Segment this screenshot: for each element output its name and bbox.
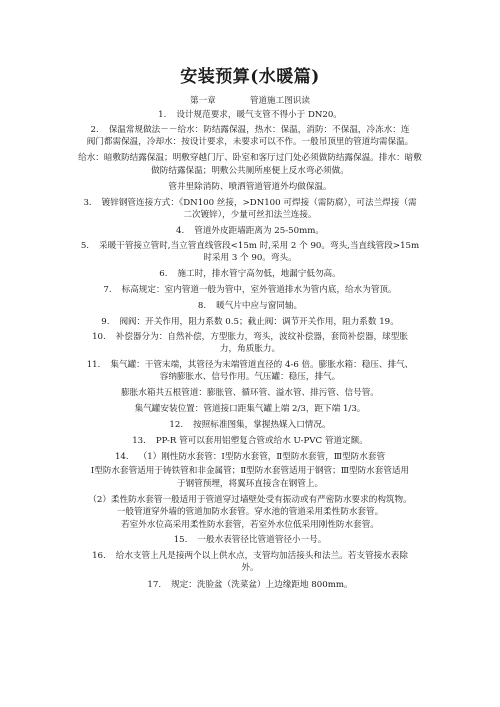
line-text: 镀锌钢管连接方式：《DN100 丝接，>DN100 可焊接（需防腐），可法兰焊接（需: [101, 198, 417, 208]
line-text: 外。: [241, 563, 259, 573]
line-text: 若室外水位高采用柔性防水套管，若室外水位低采用刚性防水套管。: [121, 520, 379, 530]
text-line: [0, 317, 500, 328]
chapter-heading: [0, 96, 500, 107]
text-line: [0, 137, 500, 148]
text-line: [0, 436, 500, 447]
item-number: 1.: [158, 110, 167, 120]
line-text: 集气罐：干管末端，其管径为末端管道直径的 4-6 倍。膨胀水箱：稳压、排气、: [110, 360, 414, 370]
line-text: 给水：暗敷防结露保温；明敷穿越门厅、卧室和客厅过门处必须做防结露保温。排水：暗敷: [78, 153, 422, 163]
text-line: [0, 388, 500, 399]
item-number: 16.: [92, 551, 106, 561]
text-line: [0, 166, 500, 177]
text-line: [0, 226, 500, 237]
text-line: [0, 372, 500, 383]
item-number: 3.: [83, 198, 92, 208]
line-text: 一般管道穿外墙的管道加防水套管。穿水池的管道采用柔性防水套管。: [116, 507, 384, 517]
line-text: （1）刚性防水套管：Ⅰ型防水套管，Ⅱ型防水套管，Ⅲ型防水套管: [138, 452, 386, 462]
text-line: [0, 420, 500, 431]
line-text: 集气罐安装位置：管道接口距集气罐上端 2/3，距下端 1/3。: [134, 404, 366, 414]
line-text: 暖气片中应与窗同轴。: [216, 301, 303, 311]
line-text: 保温常规做法－－给水：防结露保温，热水：保温，消防：不保温，冷冻水：连: [108, 125, 410, 135]
line-text: 采暖干管接立管时,当立管直线管段<15m 时,采用 2 个 90。弯头,当直线管段>15m: [99, 241, 420, 251]
line-text: （2）柔性防水套管一般适用于管道穿过墙壁处受有振动或有严密防水要求的构筑物。: [88, 495, 412, 505]
line-text: 时采用 3 个 90。弯头。: [203, 253, 297, 263]
line-text: 一般水表管径比管道管径小一号。: [197, 535, 327, 545]
line-text: 做防结露保温；明敷公共厕所座便上反水弯必须做。: [151, 166, 349, 176]
text-line: [0, 479, 500, 490]
line-text: Ⅰ型防水套管适用于铸铁管和非金属管；Ⅱ型防水套管适用于钢管；Ⅲ型防水套管适用: [90, 466, 410, 476]
item-number: 8.: [197, 301, 207, 311]
text-line: [0, 241, 500, 252]
line-text: PP-R 管可以套用铝塑复合管或给水 U-PVC 管道定额。: [155, 436, 368, 446]
text-line: [0, 466, 500, 477]
text-line: [0, 563, 500, 574]
text-line: [0, 182, 500, 193]
text-line: [0, 360, 500, 371]
line-text: 标高规定：室内管道一般为管中，室外管道排水为管内底，给水为管顶。: [121, 285, 397, 295]
text-line: [0, 507, 500, 518]
item-number: 2.: [90, 125, 99, 135]
text-line: [0, 551, 500, 562]
item-number: 9.: [101, 317, 110, 327]
line-text: 于钢管预埋，将翼环直接含在钢管上。: [176, 479, 324, 489]
line-text: 管道外皮距墙距离为 25-50mm。: [194, 226, 324, 236]
text-line: [0, 198, 500, 209]
chapter-name: 管道施工图识读: [249, 96, 310, 106]
text-line: [0, 110, 500, 121]
item-number: 5.: [80, 241, 90, 251]
text-line: [0, 495, 500, 506]
text-line: [0, 344, 500, 355]
item-number: 10.: [92, 332, 106, 342]
line-text: 阀门都需保温，冷却水：按设计要求，未要求可以不作。一般吊顶里的管道均需保温。: [86, 137, 414, 147]
page-title: 安装预算(水暖篇): [180, 67, 320, 87]
line-text: 管井里除消防、喷洒管道管道外均做保温。: [168, 182, 332, 192]
line-text: 按照标准图集，掌握热媒入口情况。: [193, 420, 331, 430]
text-line: [0, 535, 500, 546]
item-number: 15.: [173, 535, 188, 545]
text-line: [0, 520, 500, 531]
item-number: 12.: [169, 420, 184, 430]
text-line: [0, 285, 500, 296]
text-line: [0, 332, 500, 343]
line-text: 阀阀：开关作用，阻力系数 0.5；截止阀：调节开关作用，阻力系数 19。: [119, 317, 399, 327]
item-number: 11.: [86, 360, 101, 370]
text-line: [0, 580, 500, 591]
text-line: [0, 269, 500, 280]
text-line: [0, 125, 500, 136]
chapter-label: 第一章: [190, 96, 216, 106]
text-line: [0, 301, 500, 312]
text-line: [0, 404, 500, 415]
line-text: 膨胀水箱共五根管道：膨胀管、循环管、溢水管、排污管、信号管。: [121, 388, 379, 398]
text-line: [0, 253, 500, 264]
item-number: 6.: [159, 269, 168, 279]
line-text: 补偿器分为：自然补偿，方型胀力，弯头，波纹补偿器，套筒补偿器，球型胀: [115, 332, 408, 342]
item-number: 13.: [132, 436, 146, 446]
line-text: 规定：洗脸盆（洗菜盆）上边缘距地 800mm。: [171, 580, 353, 590]
line-text: 容纳膨胀水、信号作用。气压罐：稳压，排气。: [159, 372, 341, 382]
item-number: 17.: [147, 580, 162, 590]
item-number: 4.: [176, 226, 185, 236]
item-number: 14.: [114, 452, 129, 462]
line-text: 给水支管上凡是接两个以上供水点，支管均加活接头和法兰。若支管接水表除: [115, 551, 408, 561]
line-text: 力，角质胀力。: [219, 344, 281, 354]
text-line: [0, 452, 500, 463]
line-text: 二次镀锌），少量可丝扣法兰连接。: [183, 210, 317, 220]
line-text: 设计规范要求，暖气支管不得小于 DN20。: [176, 110, 342, 120]
text-line: [0, 210, 500, 221]
line-text: 施工时，排水管宁高勿低，地漏宁低勿高。: [177, 269, 341, 279]
item-number: 7.: [103, 285, 112, 295]
text-line: [0, 153, 500, 164]
